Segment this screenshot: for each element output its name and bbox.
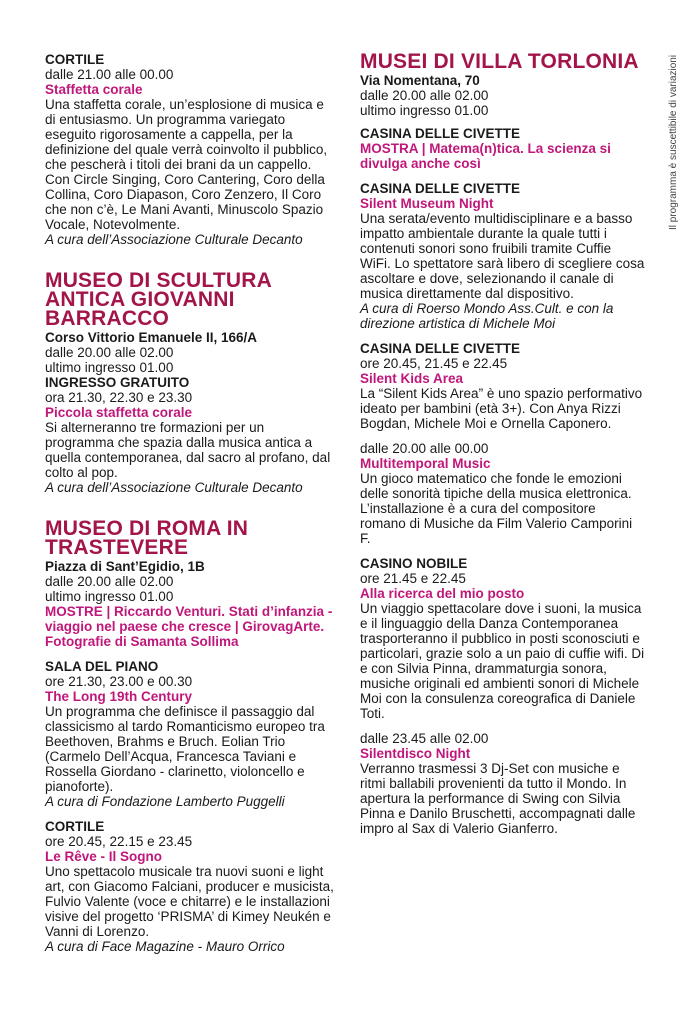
event-title: Silentdisco Night	[360, 746, 471, 761]
event-time: dalle 21.00 alle 00.00	[45, 67, 174, 82]
event-description: Un programma che definisce il passaggio dal classicismo al tardo Romanticismo europeo tra Beethoven, Brahms e Bruch. Eolian Trio (Carmelo Dell’Acqua, Francesca Taviani e Rossella Giordano - clarinetto, violoncello e pianoforte).	[45, 704, 325, 794]
room-name: CORTILE	[45, 819, 105, 834]
last-entry: ultimo ingresso 01.00	[45, 360, 174, 375]
event-credit: A cura dell’Associazione Culturale Decanto	[45, 480, 303, 495]
event-credit: A cura di Roerso Mondo Ass.Cult. e con la direzione artistica di Michele Moi	[360, 301, 614, 331]
sala-piano-section	[45, 659, 335, 809]
torlonia-section	[360, 52, 645, 118]
event-description: Una serata/evento multidisciplinare e a basso impatto ambientale durante la quale tutti i contenuti sonori sono fruibili tramite Cuffie WiFi. Lo spettatore sarà libero di scegliere cosa ascoltare e dove, selezionando il canale di musica direttamente dal dispositivo.	[360, 211, 645, 301]
event-description: La “Silent Kids Area” è uno spazio performativo ideato per bambini (età 3+). Con Anya Rizzi Bogdan, Michele Moi e Ornella Caponero.	[360, 386, 643, 431]
event-times: ore 20.45, 21.45 e 22.45	[360, 356, 508, 371]
silent-museum-section	[360, 181, 645, 331]
event-description: Un viaggio spettacolare dove i suoni, la musica e il linguaggio della Danza Contemporanea trasporteranno il pubblico in posti sconosciuti e particolari, grazie solo a un paio di cuffie wifi. Di e con Silvia Pinna, drammaturgia sonora, musiche originali ed ambienti sonori di Michele Moi con la consulenza coreografica di Daniele Toti.	[360, 601, 645, 721]
event-title: Staffetta corale	[45, 82, 143, 97]
room-name: CORTILE	[45, 52, 105, 67]
cortile-section	[45, 52, 335, 247]
event-credit: A cura di Fondazione Lamberto Puggelli	[45, 794, 285, 809]
room-name: CASINA DELLE CIVETTE	[360, 341, 521, 356]
event-times: ore 21.30, 23.00 e 00.30	[45, 674, 193, 689]
event-title: Multitemporal Music	[360, 456, 491, 471]
trastevere-section	[45, 519, 335, 649]
venue-address: Via Nomentana, 70	[360, 73, 480, 88]
multitemporal-section	[360, 441, 645, 546]
event-description: Si alterneranno tre formazioni per un programma che spazia dalla musica antica a quella contemporanea, dal sacro al profano, dal colto al pop.	[45, 420, 331, 480]
event-title: The Long 19th Century	[45, 689, 193, 704]
silentdisco-section	[360, 731, 645, 836]
room-name: CASINA DELLE CIVETTE	[360, 181, 521, 196]
room-name: CASINO NOBILE	[360, 556, 468, 571]
venue-hours: dalle 20.00 alle 02.00	[360, 88, 489, 103]
event-title: Silent Museum Night	[360, 196, 494, 211]
free-entry-label: INGRESSO GRATUITO	[45, 375, 190, 390]
event-times: ora 21.30, 22.30 e 23.30	[45, 390, 193, 405]
event-title: Le Rêve - Il Sogno	[45, 849, 163, 864]
right-column	[360, 52, 645, 846]
last-entry: ultimo ingresso 01.00	[360, 103, 489, 118]
barracco-section	[45, 271, 335, 495]
exhibition-title: MOSTRA | Matema(n)tica. La scienza si divulga anche così	[360, 141, 611, 171]
last-entry: ultimo ingresso 01.00	[45, 589, 174, 604]
cortile-2-section	[45, 819, 335, 954]
casino-nobile-section	[360, 556, 645, 721]
exhibition-title: MOSTRE | Riccardo Venturi. Stati d’infanzia - viaggio nel paese che cresce | GirovagArte. Fotografie di Samanta Sollima	[45, 604, 333, 649]
room-name: SALA DEL PIANO	[45, 659, 159, 674]
venue-title: MUSEO DI ROMA IN TRASTEVERE	[45, 517, 249, 559]
event-time: dalle 20.00 alle 00.00	[360, 441, 489, 456]
event-title: Piccola staffetta corale	[45, 405, 193, 420]
venue-title: MUSEI DI VILLA TORLONIA	[360, 50, 639, 73]
event-times: ore 20.45, 22.15 e 23.45	[45, 834, 193, 849]
event-description: Verranno trasmessi 3 Dj-Set con musiche e ritmi ballabili provenienti da tutto il Mondo. In apertura la performance di Swing con Silvia Pinna e Danilo Bruschetti, accompagnati dalle impro al Sax di Valerio Gianferro.	[360, 761, 636, 836]
event-description: Una staffetta corale, un’esplosione di musica e di entusiasmo. Un programma variegato eseguito rigorosamente a cappella, per la definizione del quale verrà coinvolto il pubblico, che pescherà i titoli dei brani da un cappello. Con Circle Singing, Coro Cantering, Coro della Collina, Coro Diapason, Coro Zenzero, Il Coro che non c’è, Le Mani Avanti, Minuscolo Spazio Vocale, Notevolmente.	[45, 97, 328, 232]
event-title: Alla ricerca del mio posto	[360, 586, 525, 601]
room-name: CASINA DELLE CIVETTE	[360, 126, 521, 141]
venue-hours: dalle 20.00 alle 02.00	[45, 574, 174, 589]
event-credit: A cura di Face Magazine - Mauro Orrico	[45, 939, 285, 954]
event-credit: A cura dell’Associazione Culturale Decanto	[45, 232, 303, 247]
venue-hours: dalle 20.00 alle 02.00	[45, 345, 174, 360]
silent-kids-section	[360, 341, 645, 431]
venue-address: Corso Vittorio Emanuele II, 166/A	[45, 330, 258, 345]
disclaimer-note: Il programma è suscettibile di variazioni	[668, 54, 679, 230]
event-times: ore 21.45 e 22.45	[360, 571, 466, 586]
left-column	[45, 52, 335, 964]
venue-title: MUSEO DI SCULTURA ANTICA GIOVANNI BARRACCO	[45, 269, 272, 330]
venue-address: Piazza di Sant’Egidio, 1B	[45, 559, 205, 574]
civette-exhibition-section	[360, 126, 645, 171]
event-time: dalle 23.45 alle 02.00	[360, 731, 489, 746]
event-title: Silent Kids Area	[360, 371, 464, 386]
event-description: Un gioco matematico che fonde le emozioni delle sonorità tipiche della musica elettronica. L’installazione è a cura del compositore romano di Musiche da Film Valerio Camporini F.	[360, 471, 633, 546]
event-description: Uno spettacolo musicale tra nuovi suoni e light art, con Giacomo Falciani, producer e musicista, Fulvio Valente (voce e chitarre) e le installazioni visive del progetto ‘PRISMA’ di Kimey Neukén e Vanni di Lorenzo.	[45, 864, 334, 939]
